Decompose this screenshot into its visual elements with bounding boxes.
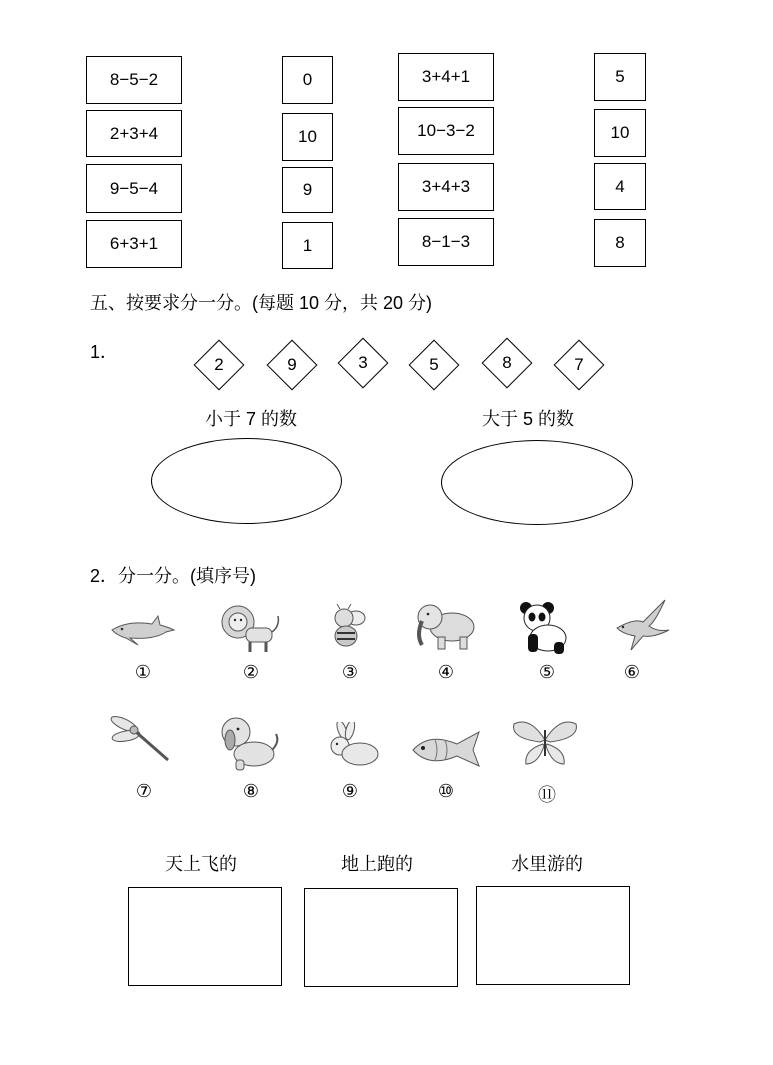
elephant-icon — [414, 597, 478, 653]
answer-box-land[interactable] — [304, 888, 458, 987]
answer-ellipse-right[interactable] — [441, 440, 633, 525]
swallow-icon — [613, 598, 671, 652]
animal-number: ① — [134, 662, 152, 683]
animal-number: ③ — [341, 662, 359, 683]
animal-number: ⑪ — [538, 785, 556, 806]
answer-box-water[interactable] — [476, 886, 630, 985]
question-number: 1． — [90, 342, 119, 362]
expression-box[interactable]: 3+4+1 — [398, 53, 494, 101]
animal-number: ⑥ — [623, 662, 641, 683]
shark-icon — [108, 612, 178, 648]
number-box[interactable]: 5 — [594, 53, 646, 101]
answer-box-sky[interactable] — [128, 887, 282, 986]
expression-box[interactable]: 6+3+1 — [86, 220, 182, 268]
number-box[interactable]: 9 — [282, 167, 333, 213]
label-less-than-7: 小于 7 的数 — [205, 409, 298, 429]
section-heading: 五、按要求分一分。(每题 10 分，共 20 分) — [90, 293, 433, 313]
number-box[interactable]: 0 — [282, 56, 333, 104]
dog-icon — [218, 714, 282, 772]
answer-ellipse-left[interactable] — [151, 438, 342, 524]
category-label-land: 地上跑的 — [341, 854, 413, 874]
expression-box[interactable]: 8−5−2 — [86, 56, 182, 104]
dragonfly-icon — [110, 716, 172, 764]
question-title: 2．分一分。(填序号) — [90, 566, 256, 586]
diamond-number: 8 — [502, 353, 512, 372]
label-greater-than-5: 大于 5 的数 — [482, 409, 575, 429]
diamond-number: 5 — [429, 355, 439, 374]
number-box[interactable]: 10 — [594, 109, 646, 157]
expression-box[interactable]: 10−3−2 — [398, 107, 494, 155]
bee-icon — [328, 604, 370, 654]
category-label-water: 水里游的 — [511, 854, 583, 874]
diamond-number: 9 — [287, 355, 297, 374]
animal-number: ⑦ — [135, 781, 153, 802]
panda-icon — [518, 600, 570, 656]
number-box[interactable]: 10 — [282, 113, 333, 161]
animal-number: ④ — [437, 662, 455, 683]
diamond-number: 7 — [574, 355, 584, 374]
animal-number: ⑧ — [242, 781, 260, 802]
expression-box[interactable]: 3+4+3 — [398, 163, 494, 211]
animal-number: ⑩ — [437, 781, 455, 802]
category-label-sky: 天上飞的 — [165, 854, 237, 874]
expression-box[interactable]: 8−1−3 — [398, 218, 494, 266]
diamond-number: 3 — [358, 353, 368, 372]
animal-number: ⑤ — [538, 662, 556, 683]
diamond-number: 2 — [214, 355, 224, 374]
animal-number: ⑨ — [341, 781, 359, 802]
fish-icon — [409, 728, 483, 768]
rabbit-icon — [320, 722, 382, 768]
number-box[interactable]: 8 — [594, 219, 646, 267]
lion-icon — [220, 602, 282, 654]
expression-box[interactable]: 9−5−4 — [86, 164, 182, 213]
number-box[interactable]: 1 — [282, 222, 333, 269]
butterfly-icon — [510, 716, 580, 768]
number-box[interactable]: 4 — [594, 163, 646, 210]
expression-box[interactable]: 2+3+4 — [86, 110, 182, 157]
animal-number: ② — [242, 662, 260, 683]
